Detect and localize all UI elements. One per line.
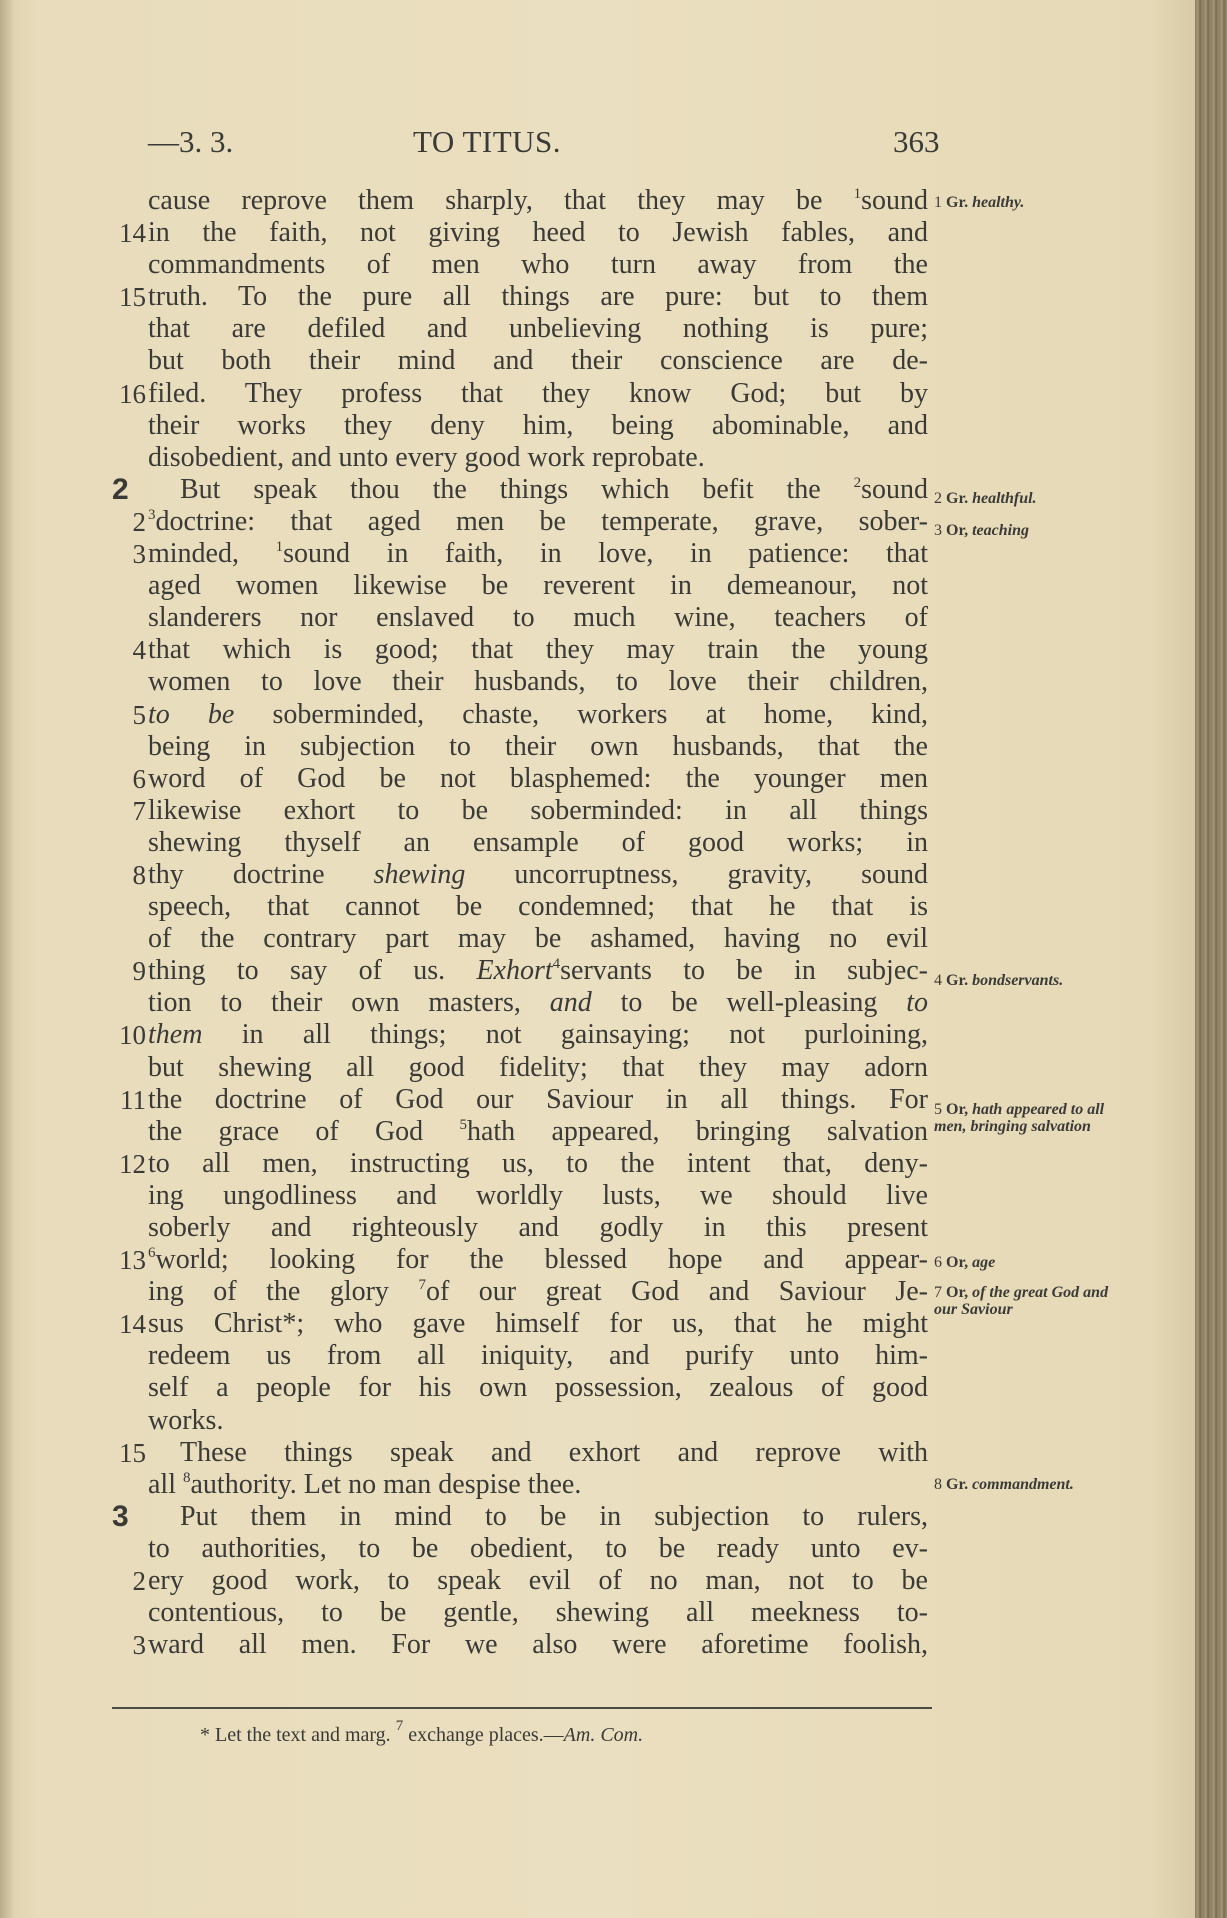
margin-note: [934, 522, 1124, 539]
verse-number: 3: [132, 539, 146, 570]
text-run: of our great God and Saviour Je-: [425, 1276, 928, 1308]
margin-note: [934, 1254, 1124, 1271]
text-run: women to love their husbands, to love their children,: [148, 666, 928, 698]
line-text: [148, 1469, 928, 1501]
text-line: [100, 827, 930, 859]
line-text: [148, 731, 928, 763]
text-line: [100, 378, 930, 410]
text-line: [100, 795, 930, 827]
margin-note-abbr: Gr.: [946, 1476, 969, 1493]
margin-note-text: hath appeared to all men, bringing salvation: [934, 1101, 1105, 1135]
line-text: [148, 795, 928, 827]
margin-ref: 8: [183, 1469, 191, 1486]
text-run: likewise exhort to be soberminded: in all things: [148, 794, 928, 826]
margin-note: [934, 1101, 1124, 1135]
gutter-shadow: [0, 0, 14, 1918]
line-text: [148, 602, 928, 634]
text-line: [100, 185, 930, 217]
text-run: sound: [861, 473, 928, 505]
line-text: [148, 859, 928, 891]
margin-note: [934, 972, 1124, 989]
text-line: [100, 1244, 930, 1276]
margin-ref: 4: [552, 956, 561, 973]
text-line: [100, 249, 930, 281]
line-text: [148, 313, 928, 345]
footnote-text-post: exchange places.—: [403, 1724, 564, 1746]
text-line: [100, 1629, 930, 1661]
line-text: [148, 1019, 928, 1051]
text-run: but shewing all good fidelity; that they may adorn: [148, 1051, 928, 1083]
text-line: [100, 634, 930, 666]
text-run: cause reprove them sharply, that they may be: [148, 185, 854, 216]
footnote: [200, 1718, 644, 1747]
text-run: commandments of men who turn away from the: [148, 249, 928, 281]
verse-number: 15: [119, 282, 146, 313]
footnote-attribution: Am. Com.: [563, 1724, 644, 1746]
text-line: [100, 1340, 930, 1372]
margin-note: [934, 194, 1124, 211]
text-run: ward all men. For we also were aforetime foolish,: [148, 1629, 928, 1661]
line-text: [148, 987, 928, 1019]
text-line: [100, 506, 930, 538]
text-line: [100, 1019, 930, 1051]
text-run: minded,: [148, 538, 276, 570]
text-run: ing ungodliness and worldly lusts, we should live: [148, 1179, 928, 1211]
verse-number: 7: [132, 795, 146, 826]
line-text: [148, 891, 928, 923]
text-run: all: [148, 1468, 183, 1500]
margin-note-text: healthful.: [972, 490, 1037, 507]
line-text: [148, 955, 928, 987]
line-text: [148, 378, 928, 410]
text-run: sound in faith, in love, in patience: that: [283, 538, 928, 570]
margin-note-number: 4: [934, 972, 942, 989]
verse-number: 8: [132, 859, 146, 890]
text-line: [100, 1308, 930, 1340]
margin-note-abbr: Gr.: [946, 972, 969, 989]
text-run: the grace of God: [148, 1115, 460, 1147]
text-line: [100, 313, 930, 345]
text-run: works.: [148, 1404, 224, 1436]
text-run: thing to say of us.: [148, 955, 477, 987]
verse-number: 12: [119, 1148, 146, 1179]
text-run: self a people for his own possession, zealous of good: [148, 1372, 928, 1404]
chapter-verse-range: —3. 3.: [148, 124, 234, 159]
text-line: [100, 923, 930, 955]
margin-ref: 7: [418, 1277, 426, 1294]
italic-word: Exhort: [476, 955, 553, 987]
text-line: [100, 1501, 930, 1533]
text-line: [100, 891, 930, 923]
text-run: being in subjection to their own husbands, that the: [148, 730, 928, 762]
text-line: [100, 1405, 930, 1437]
italic-word: to be: [148, 698, 235, 730]
margin-note-number: 3: [934, 522, 942, 539]
line-text: [148, 281, 928, 313]
text-line: [100, 955, 930, 987]
margin-note-text: commandment.: [972, 1476, 1074, 1493]
margin-note-text: teaching: [972, 522, 1029, 539]
text-run: Put them in mind to be in subjection to rulers,: [180, 1500, 928, 1532]
italic-word: to: [906, 987, 928, 1019]
verse-number: 9: [132, 956, 146, 987]
text-line: [100, 731, 930, 763]
text-line: [100, 345, 930, 377]
text-run: that which is good; that they may train the young: [148, 634, 928, 666]
margin-note-text: healthy.: [972, 194, 1025, 211]
line-text: [148, 217, 928, 249]
text-run: to all men, instructing us, to the intent that, deny-: [148, 1147, 928, 1179]
text-line: [100, 1116, 930, 1148]
italic-word: and: [549, 987, 592, 1019]
line-text: [148, 1212, 928, 1244]
text-run: that are defiled and unbelieving nothing is pure;: [148, 313, 928, 345]
running-head: [148, 124, 940, 164]
text-line: [100, 666, 930, 698]
margin-ref: 1: [853, 186, 862, 202]
italic-word: them: [148, 1019, 203, 1051]
margin-note-number: 7: [934, 1284, 942, 1301]
text-run: servants to be in subjec-: [560, 955, 928, 987]
verse-number: 14: [119, 218, 146, 249]
margin-ref: 6: [148, 1245, 156, 1262]
margin-note-abbr: Or,: [946, 1284, 969, 1301]
book-fore-edge: [1195, 0, 1227, 1918]
text-line: [100, 1372, 930, 1404]
line-text: [148, 1405, 928, 1437]
text-run: truth. To the pure all things are pure: but to them: [148, 281, 928, 313]
text-run: ery good work, to speak evil of no man, not to be: [148, 1565, 928, 1597]
text-run: shewing thyself an ensample of good works; in: [148, 826, 928, 858]
verse-number: 16: [119, 378, 146, 409]
text-line: [100, 1212, 930, 1244]
body-text: [100, 185, 930, 1661]
margin-note-abbr: Gr.: [946, 194, 969, 211]
text-line: [100, 1437, 930, 1469]
margin-note: [934, 490, 1124, 507]
margin-note: [934, 1476, 1124, 1493]
line-text: [148, 442, 928, 474]
margin-ref: 1: [275, 539, 284, 556]
line-text: [148, 185, 928, 217]
text-run: speech, that cannot be condemned; that he that is: [148, 891, 928, 923]
line-text: [180, 1437, 928, 1469]
line-text: [148, 1084, 928, 1116]
text-run: world; looking for the blessed hope and appear-: [155, 1244, 928, 1276]
text-run: in all things; not gainsaying; not purloining,: [202, 1019, 928, 1051]
line-text: [148, 1533, 928, 1565]
margin-note-text: bondservants.: [972, 972, 1064, 989]
margin-note-number: 6: [934, 1254, 942, 1271]
verse-number: 13: [119, 1245, 146, 1276]
chapter-number: 2: [112, 472, 129, 506]
page-number: 363: [893, 124, 940, 159]
text-line: [100, 1533, 930, 1565]
text-line: [100, 570, 930, 602]
line-text: [148, 1180, 928, 1212]
verse-number: 6: [132, 763, 146, 794]
footnote-divider: [112, 1707, 932, 1709]
text-line: [100, 699, 930, 731]
line-text: [148, 666, 928, 698]
margin-ref: 2: [853, 474, 862, 491]
text-run: filed. They profess that they know God; but by: [148, 377, 928, 409]
margin-note: [934, 1284, 1124, 1318]
text-run: thy doctrine: [148, 858, 374, 890]
line-text: [148, 538, 928, 570]
margin-note-text: age: [972, 1254, 996, 1271]
text-run: contentious, to be gentle, shewing all meekness to-: [148, 1597, 928, 1629]
text-line: [100, 474, 930, 506]
italic-word: shewing: [373, 858, 466, 890]
verse-number: 10: [119, 1020, 146, 1051]
line-text: [148, 699, 928, 731]
line-text: [148, 1340, 928, 1372]
text-run: uncorruptness, gravity, sound: [465, 858, 928, 890]
text-run: aged women likewise be reverent in demeanour, not: [148, 570, 928, 602]
margin-note-number: 2: [934, 490, 942, 507]
line-text: [148, 1052, 928, 1084]
line-text: [148, 1565, 928, 1597]
chapter-number: 3: [112, 1499, 129, 1533]
verse-number: 2: [132, 506, 146, 537]
margin-note-abbr: Gr.: [946, 490, 969, 507]
text-run: authority. Let no man despise thee.: [190, 1468, 582, 1500]
line-text: [148, 1148, 928, 1180]
text-line: [100, 1565, 930, 1597]
margin-note-number: 5: [934, 1101, 942, 1118]
line-text: [148, 1629, 928, 1661]
margin-ref: 5: [459, 1116, 467, 1133]
margin-note-number: 8: [934, 1476, 942, 1493]
text-line: [100, 1180, 930, 1212]
text-run: in the faith, not giving heed to Jewish fables, and: [148, 217, 928, 249]
text-line: [100, 217, 930, 249]
text-line: [100, 602, 930, 634]
text-run: tion to their own masters,: [148, 987, 550, 1019]
verse-number: 2: [132, 1566, 146, 1597]
text-line: [100, 538, 930, 570]
text-run: to authorities, to be obedient, to be ready unto ev-: [148, 1532, 928, 1564]
line-text: [148, 506, 928, 538]
text-run: disobedient, and unto every good work reprobate.: [148, 441, 705, 473]
line-text: [180, 1501, 928, 1533]
text-line: [100, 987, 930, 1019]
text-run: their works they deny him, being abominable, and: [148, 409, 928, 441]
text-line: [100, 859, 930, 891]
line-text: [148, 1597, 928, 1629]
verse-number: 5: [132, 699, 146, 730]
text-line: [100, 1469, 930, 1501]
text-run: But speak thou the things which befit the: [180, 473, 854, 505]
text-line: [100, 1084, 930, 1116]
text-line: [100, 1276, 930, 1308]
line-text: [148, 1116, 928, 1148]
text-line: [100, 281, 930, 313]
text-run: of the contrary part may be ashamed, having no evil: [148, 923, 928, 955]
text-line: [100, 1148, 930, 1180]
margin-ref: 3: [148, 506, 156, 523]
verse-number: 3: [132, 1630, 146, 1661]
margin-note-number: 1: [934, 194, 942, 211]
line-text: [148, 410, 928, 442]
text-run: but both their mind and their conscience are de-: [148, 345, 928, 377]
text-line: [100, 442, 930, 474]
line-text: [148, 345, 928, 377]
text-line: [100, 410, 930, 442]
line-text: [148, 249, 928, 281]
line-text: [148, 1276, 928, 1308]
text-run: doctrine: that aged men be temperate, grave, sober-: [155, 505, 928, 537]
text-run: These things speak and exhort and reprove with: [180, 1436, 928, 1468]
line-text: [148, 570, 928, 602]
line-text: [148, 1372, 928, 1404]
text-run: slanderers nor enslaved to much wine, teachers of: [148, 602, 928, 634]
margin-note-abbr: Or,: [946, 1254, 969, 1271]
line-text: [148, 634, 928, 666]
footnote-text: * Let the text and marg.: [200, 1724, 396, 1746]
text-line: [100, 1597, 930, 1629]
text-run: hath appeared, bringing salvation: [466, 1115, 929, 1147]
line-text: [148, 1244, 928, 1276]
text-run: soberminded, chaste, workers at home, kind,: [234, 698, 928, 730]
verse-number: 15: [119, 1437, 146, 1468]
text-line: [100, 1052, 930, 1084]
verse-number: 14: [119, 1309, 146, 1340]
text-run: redeem us from all iniquity, and purify unto him-: [148, 1340, 928, 1372]
text-run: soberly and righteously and godly in this present: [148, 1212, 928, 1243]
line-text: [148, 1308, 928, 1340]
verse-number: 4: [132, 635, 146, 666]
line-text: [180, 474, 928, 506]
verse-number: 11: [120, 1084, 146, 1115]
line-text: [148, 923, 928, 955]
book-title: TO TITUS.: [413, 124, 562, 159]
text-run: to be well-pleasing: [591, 987, 907, 1019]
margin-note-text: of the great God and our Saviour: [934, 1284, 1109, 1318]
footnote-ref: 7: [395, 1718, 404, 1734]
text-run: ing of the glory: [148, 1276, 419, 1308]
line-text: [148, 827, 928, 859]
text-line: [100, 763, 930, 795]
text-run: sound: [861, 185, 928, 216]
line-text: [148, 763, 928, 795]
margin-note-abbr: Or,: [946, 1101, 969, 1118]
text-run: the doctrine of God our Saviour in all things. For: [148, 1083, 928, 1115]
margin-note-abbr: Or,: [946, 522, 969, 539]
text-run: sus Christ*; who gave himself for us, that he might: [148, 1308, 928, 1340]
text-run: word of God be not blasphemed: the younger men: [148, 762, 928, 794]
